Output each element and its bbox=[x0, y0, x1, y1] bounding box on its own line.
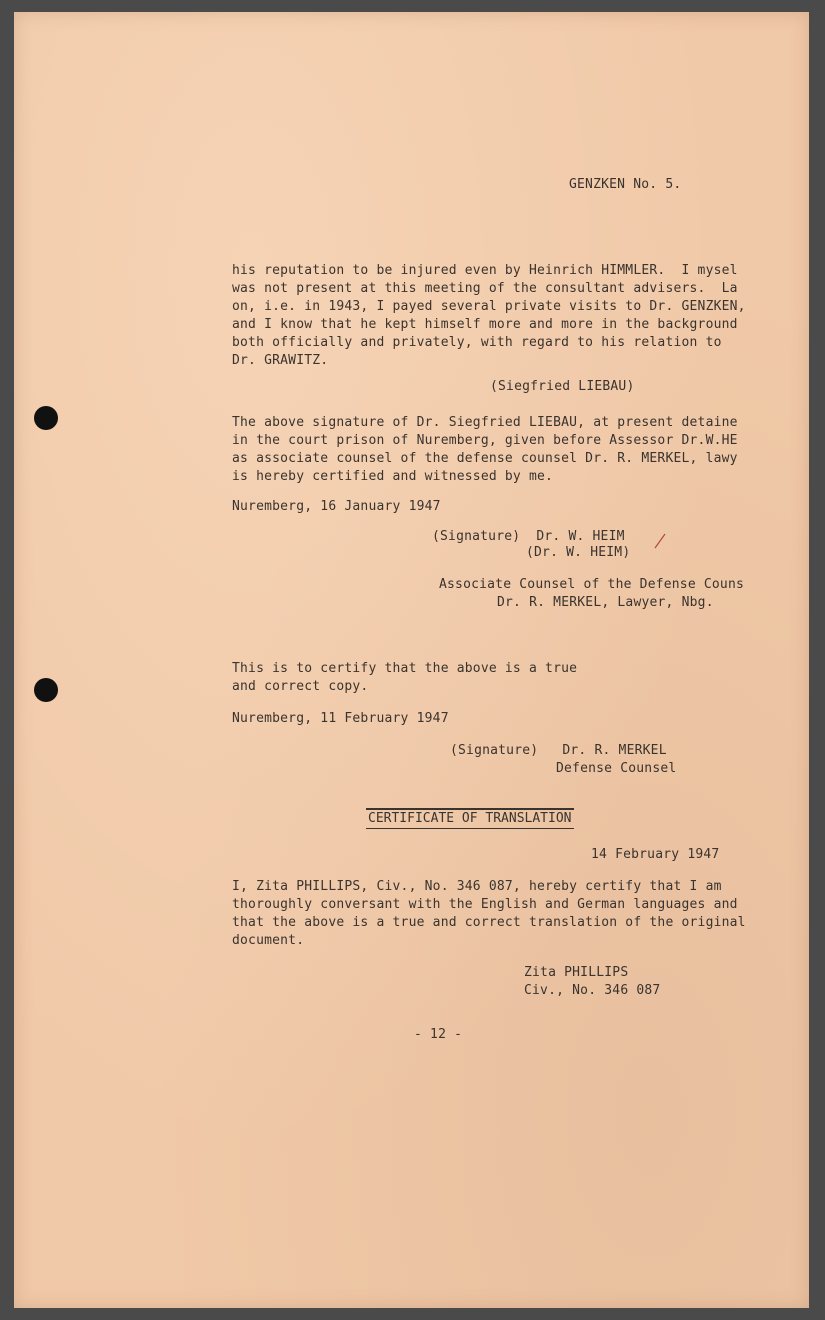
copy-cert-place-date: Nuremberg, 11 February 1947 bbox=[232, 711, 449, 726]
copy-cert-signature-title: Defense Counsel bbox=[556, 761, 677, 776]
attestation-signature-name: (Dr. W. HEIM) bbox=[526, 545, 631, 560]
page-number: - 12 - bbox=[414, 1027, 463, 1042]
statement-signature: (Siegfried LIEBAU) bbox=[490, 379, 635, 394]
translation-date: 14 February 1947 bbox=[591, 847, 720, 862]
statement-line: on, i.e. in 1943, I payed several private visits to Dr. GENZKEN, bbox=[232, 299, 746, 314]
attestation-line: as associate counsel of the defense counsel Dr. R. MERKEL, lawy bbox=[232, 451, 738, 466]
punch-hole-bottom bbox=[34, 678, 58, 702]
attestation-line: is hereby certified and witnessed by me. bbox=[232, 469, 554, 484]
translation-line: that the above is a true and correct translation of the original bbox=[232, 915, 746, 930]
document-reference: GENZKEN No. 5. bbox=[569, 177, 682, 192]
attestation-title: Associate Counsel of the Defense Couns bbox=[439, 577, 745, 592]
punch-hole-top bbox=[34, 406, 58, 430]
attestation-line: The above signature of Dr. Siegfried LIEBAU, at present detaine bbox=[232, 415, 738, 430]
attestation-place-date: Nuremberg, 16 January 1947 bbox=[232, 499, 441, 514]
statement-line: his reputation to be injured even by Heinrich HIMMLER. I mysel bbox=[232, 263, 738, 278]
attestation-title: Dr. R. MERKEL, Lawyer, Nbg. bbox=[497, 595, 714, 610]
pencil-mark-icon bbox=[653, 532, 667, 550]
translator-name: Zita PHILLIPS bbox=[524, 965, 629, 980]
statement-line: Dr. GRAWITZ. bbox=[232, 353, 329, 368]
attestation-signature-line: (Signature) Dr. W. HEIM bbox=[432, 529, 625, 544]
translation-heading: CERTIFICATE OF TRANSLATION bbox=[366, 808, 574, 829]
copy-cert-line: This is to certify that the above is a true bbox=[232, 661, 578, 676]
attestation-line: in the court prison of Nuremberg, given before Assessor Dr.W.HE bbox=[232, 433, 738, 448]
statement-line: both officially and privately, with regard to his relation to bbox=[232, 335, 722, 350]
translation-line: document. bbox=[232, 933, 305, 948]
copy-cert-signature-line: (Signature) Dr. R. MERKEL bbox=[450, 743, 667, 758]
copy-cert-line: and correct copy. bbox=[232, 679, 369, 694]
document-page bbox=[14, 12, 809, 1308]
translation-line: I, Zita PHILLIPS, Civ., No. 346 087, hereby certify that I am bbox=[232, 879, 722, 894]
translator-id: Civ., No. 346 087 bbox=[524, 983, 661, 998]
translation-line: thoroughly conversant with the English and German languages and bbox=[232, 897, 738, 912]
statement-line: and I know that he kept himself more and more in the background bbox=[232, 317, 738, 332]
statement-line: was not present at this meeting of the consultant advisers. La bbox=[232, 281, 738, 296]
